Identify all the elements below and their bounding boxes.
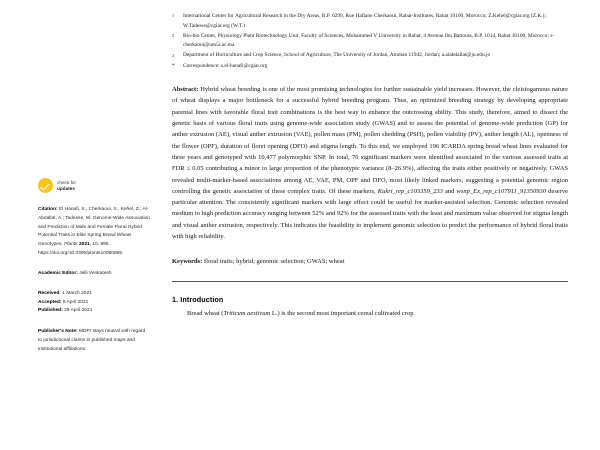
- citation-block: [38, 206, 150, 259]
- affiliations-list: [172, 12, 568, 71]
- affiliation-item: [172, 12, 568, 31]
- date-published: [38, 307, 150, 316]
- date-accepted: [38, 299, 150, 308]
- abstract-marker-1: Kukri_rep_c103359_233: [377, 187, 443, 195]
- correspondence-item: [172, 62, 568, 72]
- affiliation-marker: 2: [172, 33, 175, 39]
- citation-doi-link[interactable]: https://doi.org/10.3390/plants10050895: [38, 251, 123, 257]
- keywords-label: Keywords:: [172, 258, 203, 266]
- citation-year: 2021: [77, 242, 90, 248]
- academic-editor-name: Jelli Venkatesh: [77, 270, 112, 276]
- check-circle-icon: [38, 178, 53, 193]
- publishers-note-block: [38, 328, 150, 354]
- affiliation-marker: 1: [172, 13, 175, 19]
- correspondence-text: Correspondence: s.el-hanafi@cgiar.org: [183, 62, 268, 69]
- affiliation-item: [172, 32, 568, 51]
- section-heading-introduction: 1. Introduction: [172, 294, 224, 304]
- abstract-marker-2: wsnp_Ex_rep_c107911_91350930: [456, 187, 547, 195]
- citation-volume-pages: , 10, 895.: [89, 242, 110, 248]
- abstract-label: Abstract:: [172, 86, 199, 94]
- affiliation-text: Bio-bio Center, Physiology Plant Biotechnology Unit, Faculty of Sciences, Mohammed V University in Rabat, 4 Avenue Ibn Battouta, B.P. 1014, Rabat 10100, Morocco; s-cherkaoui@um5r.ac.ma: [183, 32, 555, 49]
- affiliation-text: International Center for Agricultural Research in the Dry Areas, B.P. 6299, Rue Hafiane Cherkaoui, Rabat-Institutes, Rabat 10100, Morocco; Z.Kehel@cgiar.org (Z.K.); W.Tadesse@cgiar.org (W.T.): [183, 13, 546, 29]
- cfu-line-1: check for: [57, 179, 77, 185]
- citation-journal: Plants: [62, 242, 78, 248]
- academic-editor-label: Academic Editor:: [38, 270, 78, 276]
- cfu-line-2: updates: [57, 185, 75, 191]
- main-column: [172, 0, 568, 319]
- date-received: [38, 290, 150, 299]
- section-divider: [172, 281, 568, 282]
- keywords-list: floral traits; hybrid; genomic selection; GWAS; wheat: [203, 258, 345, 266]
- publishers-note-label: Publisher's Note:: [38, 329, 78, 335]
- introduction-paragraph: [172, 308, 568, 319]
- citation-label: Citation:: [38, 207, 58, 212]
- date-published-value: 29 April 2021: [62, 308, 93, 314]
- academic-editor-block: [38, 270, 150, 279]
- intro-text-pre: Bread wheat (: [187, 309, 224, 317]
- correspondence-marker: *: [172, 62, 175, 69]
- publishers-note-text: MDPI stays neutral with regard to jurisdictional claims in published maps and institutional affiliations.: [38, 329, 146, 352]
- intro-text-post: L.) is the second most important cereal cultivated crop: [270, 309, 414, 317]
- abstract-body-continued: deserve particular attention. The consistently significant markers with large effect could be useful for marker-assisted selection. Genomic selection revealed medium to high prediction accuracy ranging between 52% and 92% for the assessed traits with the least and maximum value observed for stigma length and visual anther extrusion, respectively. This indicates the feasibility to implement genomic selection to predict the performance of hybrid floral traits with high reliability.: [172, 187, 568, 241]
- check-for-updates-label: [57, 180, 76, 192]
- date-published-label: Published:: [38, 308, 63, 314]
- citation-title: Genome-Wide Association and Prediction of Male and Female Floral Hybrid Potential Traits in Elite Spring Bread Wheat Genotypes.: [38, 215, 150, 248]
- keywords-section: [172, 256, 568, 267]
- date-accepted-label: Accepted:: [38, 299, 62, 305]
- date-received-label: Received:: [38, 290, 61, 296]
- affiliation-item: [172, 51, 568, 61]
- publication-dates: [38, 290, 150, 316]
- abstract-body: Hybrid wheat breeding is one of the most promising technologies for further sustainable yield increases. However, the cleistogamous nature of wheat displays a major bottleneck for a successful hybrid breeding program. Thus, an optimized breeding strategy by developing appropriate parental lines with favorable floral trait combinations is the best way to enhance the outcrossing ability. This study, therefore, aimed to dissect the genetic basis of various floral traits using genome-wide association study (GWAS) and to assess the potential of genome-wide prediction (GP) for anther extrusion (AE), visual anther extrusion (VAE), pollen mass (PM), pollen shedding (PSH), pollen viability (PV), anther length (AL), openness of the flower (OPF), duration of floret opening (DFO) and stigma length. To this end, we employed 196 ICARDA spring bread wheat lines evaluated for three years and genotyped with 10,477 polymorphic SNP. In total, 70 significant markers were identified associated to the various assessed traits at FDR ≤ 0.05 contributing a minor to large proportion of the phenotypic variance (8–26.9%), affecting the traits either positively or negatively. GWAS revealed multi-marker-based associations among AE, VAE, PM, OPF and DFO, most likely linked markers, suggesting a potential genomic region controlling the genetic association of these complex traits. Of these markers,: [172, 86, 569, 195]
- affiliation-text: Department of Horticulture and Crop Science, School of Agriculture, The University of Jordan, Amman 11942, Jordan; a.alabdallat@ju.edu.jo: [183, 52, 491, 59]
- intro-species-name: Triticum aestivum: [223, 309, 271, 317]
- abstract-section: [172, 84, 568, 242]
- check-for-updates-badge[interactable]: [38, 178, 150, 193]
- citation-authors: El Hanafi, S.; Cherkaoui, S.; Kehel, Z.; Al-Abdallat, A.; Tadesse, W.: [38, 207, 149, 221]
- sidebar: [38, 178, 150, 366]
- affiliation-marker: 3: [172, 52, 175, 58]
- abstract-conjunction: and: [442, 187, 457, 195]
- date-accepted-value: 9 April 2021: [61, 299, 89, 305]
- date-received-value: 1 March 2021: [60, 290, 92, 296]
